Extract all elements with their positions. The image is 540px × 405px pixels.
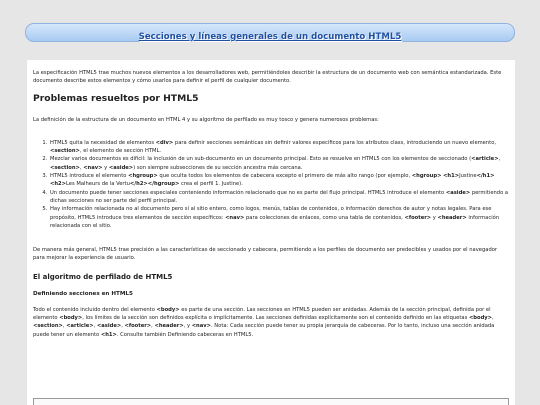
heading-defining-sections: Definiendo secciones en HTML5 [33,290,133,297]
article-content [27,60,515,405]
problems-paragraph: La definición de la estructura de un documento en HTML 4 y su algoritmo de perfilado es muy tosco y genera numerosos problemas: [33,116,379,123]
heading-problems: Problemas resueltos por HTML5 [33,92,199,104]
page-title-bar [25,23,515,42]
list-item: 5. Hay información relacionada no al documento pero sí al sitio entero, como logos, menús, tablas de contenidos, o información derechos de autor y notas legales. Para ese propósito, HTML5 introduce tres elementos de sección específicos: <nav> para colecciones de enlaces, como una tabla de contenidos, <footer> y <header> información relacionada con el sitio. [49,205,509,230]
list-item: 2. Mezclar varios documentos es difícil: la inclusión de un sub-documento en un documento principal. Esto se resuelve en HTML5 con los elementos de seccionado (<article>, <section>, <nav> y <aside>) son siempre subsecciones de su sección ancestra más cercana. [49,155,509,172]
defining-paragraph: Todo el contenido incluido dentro del elemento <body> es parte de una sección. Las secciones en HTML5 pueden ser anidadas. Además de la sección principal, definida por el elemento <body>, los límites de la sección son definidos explícita o implícitamente. Las secciones definidas explícitamente son el contenido definido en las etiquetas <body>, <section>, <article>, <aside>, <footer>, <header>, y <nav>. Nota: Cada sección puede tener su propia jerarquía de cabeceras. Por lo tanto, incluso una sección anidada puede tener un elemento <h1>. Consulte también Definiendo cabeceras en HTML5. [33,306,495,338]
code-example-box [33,398,509,405]
problems-list [33,139,509,230]
list-item: 4. Un documento puede tener secciones especiales conteniendo información relacionado que no es parte del flujo principal. HTML5 introduce el elemento <aside> permitiendo a dichas secciones no ser parte del perfil principal. [49,189,509,206]
list-item: 3. HTML5 introduce el elemento <hgroup> que oculta todos los elementos de cabecera excepto el primero de más alto rango (por ejemplo, <hgroup> <h1>Justine</h1><h2>Les Malheurs de la Vertu</h2></hgroup> crea el perfil 1. Justine). [49,172,509,189]
list-item: 1. HTML5 quita la necesidad de elementos <div> para definir secciones semánticas sin definir valores específicos para los atributos class, introduciendo un nuevo elemento, <section>, el elemento de sección HTML. [49,139,509,156]
heading-algorithm: El algoritmo de perfilado de HTML5 [33,272,173,281]
general-paragraph: De manera más general, HTML5 trae precisión a las características de seccionado y cabecera, permitiendo a los perfiles de documento ser predecibles y usados por el navegador para mejorar la experiencia de usuario. [33,247,498,262]
page-title[interactable]: Secciones y líneas generales de un documento HTML5 [138,32,402,42]
intro-paragraph: La especificación HTML5 trae muchos nuevos elementos a los desarrolladores web, permitiéndoles describir la estructura de un documento web con semántica estandarizada. Este documento describe estos elementos y cómo usarlos para definir el perfil de cualquier documento. [33,70,502,85]
